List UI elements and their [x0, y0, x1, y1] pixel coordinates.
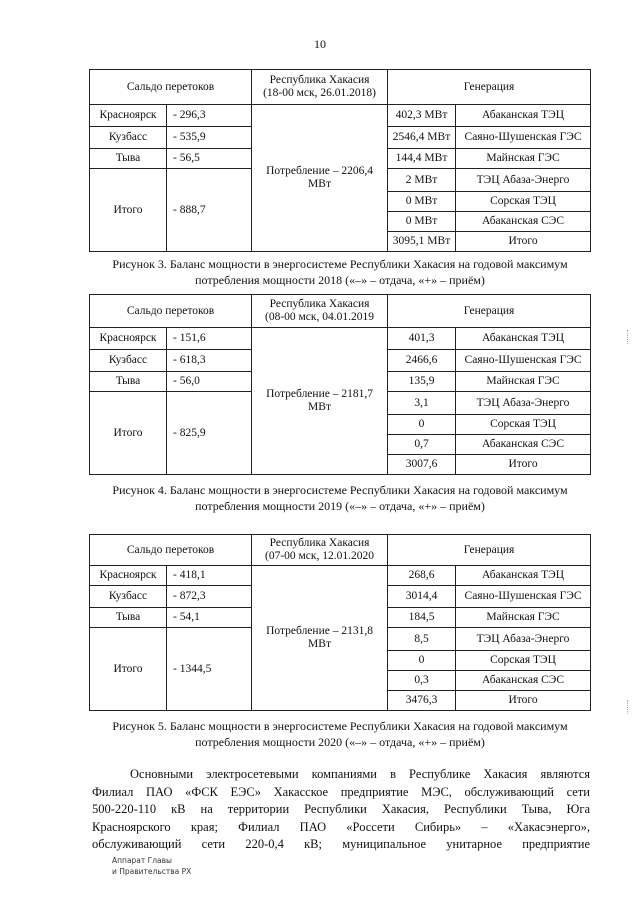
gen-total-label: Итого	[456, 232, 591, 252]
gen-total-label: Итого	[456, 455, 591, 475]
consumption-cell: Потребление – 2206,4 МВт	[252, 105, 388, 252]
flow-region: Кузбасс	[90, 127, 167, 149]
gen-value: 144,4 МВт	[388, 149, 456, 169]
flow-region: Тыва	[90, 608, 167, 628]
caption-line1: Рисунок 3. Баланс мощности в энергосистеме Республики Хакасия на годовой максимум	[112, 257, 568, 271]
caption-line2: потребления мощности 2020 («–» – отдача, «+» – приём)	[195, 735, 485, 749]
republic-header-line1: Республика Хакасия	[269, 298, 370, 311]
stamp-line1: Аппарат Главы	[112, 856, 172, 865]
page-number: 10	[314, 37, 326, 51]
gen-value: 0	[388, 415, 456, 435]
republic-header-line2: (07-00 мск, 12.01.2020	[265, 550, 375, 562]
gen-value: 401,3	[388, 328, 456, 350]
total-label: Итого	[90, 169, 167, 252]
scan-edge-mark	[627, 330, 632, 344]
gen-plant: Майнская ГЭС	[456, 608, 591, 628]
generation-header: Генерация	[388, 535, 591, 566]
gen-plant: Сорская ТЭЦ	[456, 651, 591, 671]
flow-value: - 872,3	[167, 586, 252, 608]
gen-total-value: 3476,3	[388, 691, 456, 711]
gen-value: 2 МВт	[388, 169, 456, 192]
gen-value: 0 МВт	[388, 212, 456, 232]
power-balance-table-2018	[89, 69, 591, 252]
gen-value: 268,6	[388, 566, 456, 586]
gen-plant: Саяно-Шушенская ГЭС	[456, 586, 591, 608]
gen-plant: Абаканская СЭС	[456, 435, 591, 455]
flow-value: - 54,1	[167, 608, 252, 628]
flow-region: Кузбасс	[90, 350, 167, 372]
flow-value: - 618,3	[167, 350, 252, 372]
flow-value: - 56,0	[167, 372, 252, 392]
gen-value: 0 МВт	[388, 192, 456, 212]
scan-edge-mark	[627, 700, 632, 714]
gen-value: 184,5	[388, 608, 456, 628]
figure-caption-4	[60, 482, 620, 514]
republic-header-line1: Республика Хакасия	[269, 74, 370, 87]
caption-line1: Рисунок 4. Баланс мощности в энергосистеме Республики Хакасия на годовой максимум	[112, 483, 568, 497]
body-paragraph	[92, 766, 590, 854]
flow-region: Красноярск	[90, 328, 167, 350]
gen-plant: Абаканская ТЭЦ	[456, 328, 591, 350]
flow-region: Тыва	[90, 372, 167, 392]
figure-caption-3	[60, 256, 620, 288]
republic-header	[252, 70, 388, 105]
gen-plant: Сорская ТЭЦ	[456, 192, 591, 212]
paragraph-line: Красноярского края; Филиал ПАО «Россети Сибирь» – «Хакасэнерго»,	[92, 819, 590, 834]
gen-value: 2546,4 МВт	[388, 127, 456, 149]
gen-plant: Абаканская СЭС	[456, 212, 591, 232]
consumption-cell: Потребление – 2131,8 МВт	[252, 566, 388, 711]
total-value: - 888,7	[167, 169, 252, 252]
gen-plant: ТЭЦ Абаза-Энерго	[456, 169, 591, 192]
gen-plant: Саяно-Шушенская ГЭС	[456, 127, 591, 149]
gen-value: 0,3	[388, 671, 456, 691]
office-stamp	[112, 855, 191, 877]
flow-value: - 151,6	[167, 328, 252, 350]
gen-value: 135,9	[388, 372, 456, 392]
generation-header: Генерация	[388, 295, 591, 328]
caption-line1: Рисунок 5. Баланс мощности в энергосистеме Республики Хакасия на годовой максимум	[112, 719, 568, 733]
republic-header	[252, 535, 388, 566]
gen-plant: Майнская ГЭС	[456, 372, 591, 392]
total-value: - 1344,5	[167, 628, 252, 711]
gen-plant: Сорская ТЭЦ	[456, 415, 591, 435]
gen-value: 3014,4	[388, 586, 456, 608]
republic-header-line1: Республика Хакасия	[269, 537, 370, 550]
gen-plant: Саяно-Шушенская ГЭС	[456, 350, 591, 372]
gen-value: 2466,6	[388, 350, 456, 372]
power-balance-table-2019	[89, 294, 591, 475]
republic-header	[252, 295, 388, 328]
paragraph-line: Филиал ПАО «ФСК ЕЭС» Хакасское предприятие МЭС, обслуживающий сети	[92, 784, 590, 799]
consumption-cell: Потребление – 2181,7 МВт	[252, 328, 388, 475]
paragraph-line: 500-220-110 кВ на территории Республики Хакасия, Республики Тыва, Юга	[92, 802, 590, 816]
gen-value: 402,3 МВт	[388, 105, 456, 127]
gen-total-value: 3007,6	[388, 455, 456, 475]
republic-header-line2: (18-00 мск, 26.01.2018)	[263, 87, 376, 99]
gen-plant: ТЭЦ Абаза-Энерго	[456, 628, 591, 651]
flow-region: Красноярск	[90, 566, 167, 586]
gen-plant: ТЭЦ Абаза-Энерго	[456, 392, 591, 415]
gen-plant: Абаканская ТЭЦ	[456, 105, 591, 127]
saldo-header: Сальдо перетоков	[90, 70, 252, 105]
caption-line2: потребления мощности 2018 («–» – отдача, «+» – приём)	[195, 273, 485, 287]
flow-value: - 56,5	[167, 149, 252, 169]
gen-value: 8,5	[388, 628, 456, 651]
stamp-line2: и Правительства РХ	[112, 867, 192, 876]
total-label: Итого	[90, 392, 167, 475]
paragraph-line: Основными электросетевыми компаниями в Республике Хакасия являются	[130, 767, 590, 781]
gen-plant: Абаканская СЭС	[456, 671, 591, 691]
gen-plant: Майнская ГЭС	[456, 149, 591, 169]
flow-region: Красноярск	[90, 105, 167, 127]
flow-region: Тыва	[90, 149, 167, 169]
paragraph-line: обслуживающий сети 220-0,4 кВ; муниципальное унитарное предприятие	[92, 837, 590, 851]
flow-region: Кузбасс	[90, 586, 167, 608]
gen-total-label: Итого	[456, 691, 591, 711]
flow-value: - 535,9	[167, 127, 252, 149]
caption-line2: потребления мощности 2019 («–» – отдача, «+» – приём)	[195, 499, 485, 513]
saldo-header: Сальдо перетоков	[90, 295, 252, 328]
gen-value: 3,1	[388, 392, 456, 415]
flow-value: - 418,1	[167, 566, 252, 586]
gen-plant: Абаканская ТЭЦ	[456, 566, 591, 586]
saldo-header: Сальдо перетоков	[90, 535, 252, 566]
republic-header-line2: (08-00 мск, 04.01.2019	[265, 311, 375, 323]
power-balance-table-2020	[89, 534, 591, 711]
flow-value: - 296,3	[167, 105, 252, 127]
gen-total-value: 3095,1 МВт	[388, 232, 456, 252]
total-label: Итого	[90, 628, 167, 711]
figure-caption-5	[60, 718, 620, 750]
total-value: - 825,9	[167, 392, 252, 475]
generation-header: Генерация	[388, 70, 591, 105]
gen-value: 0	[388, 651, 456, 671]
gen-value: 0,7	[388, 435, 456, 455]
